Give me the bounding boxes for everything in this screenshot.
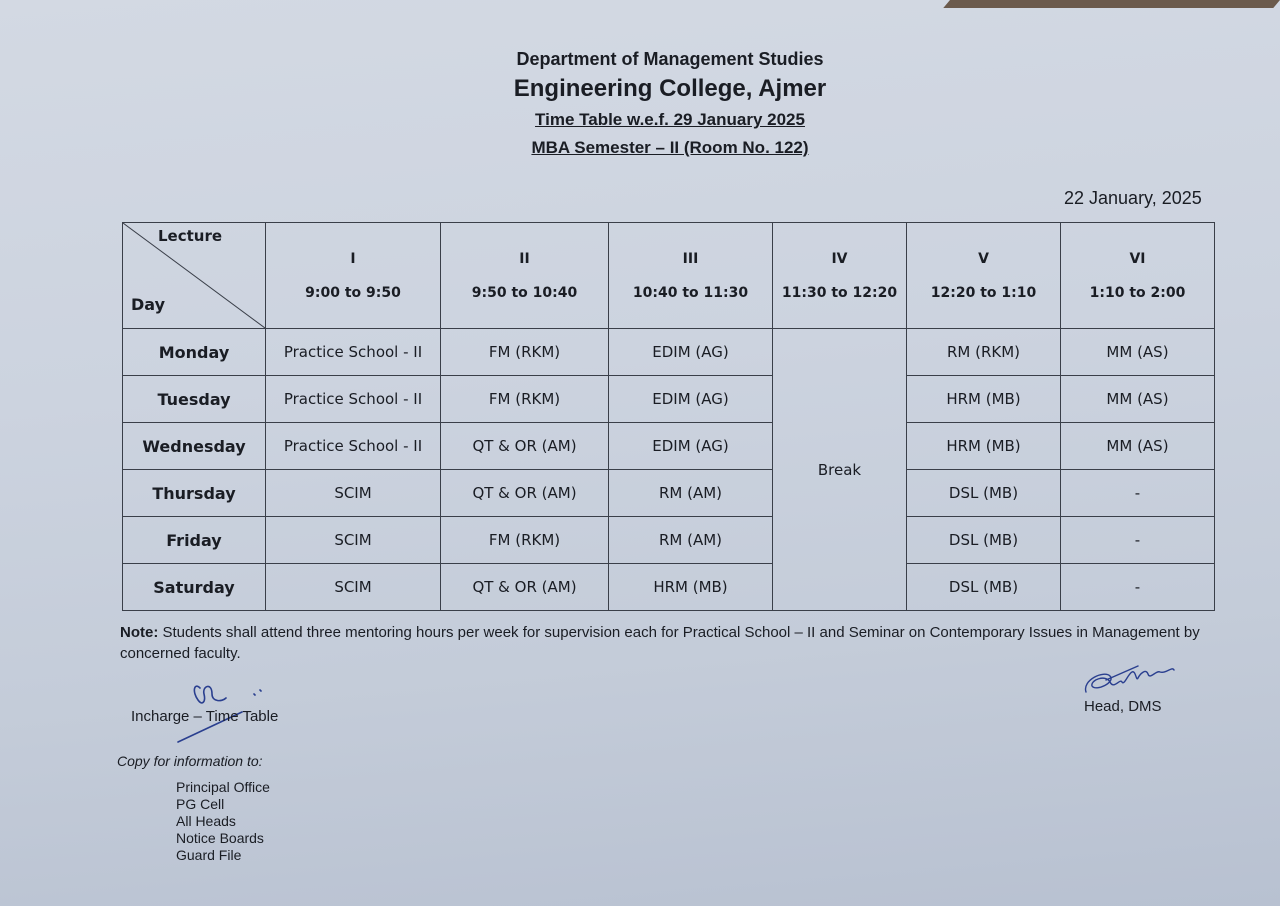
lecture-time: 11:30 to 12:20	[781, 284, 898, 301]
break-cell: Break	[773, 329, 907, 611]
day-cell: Friday	[123, 517, 266, 564]
lecture-cell: Practice School - II	[266, 423, 441, 470]
lecture-cell: QT & OR (AM)	[441, 470, 609, 517]
lecture-time: 1:10 to 2:00	[1089, 284, 1186, 301]
column-header-2	[441, 223, 609, 329]
lecture-time: 12:20 to 1:10	[930, 284, 1037, 301]
lecture-cell: MM (AS)	[1061, 376, 1215, 423]
lecture-cell: EDIM (AG)	[609, 423, 773, 470]
corner-lecture-label: Lecture	[158, 227, 223, 245]
lecture-number: II	[519, 250, 530, 267]
column-header-5	[907, 223, 1061, 329]
header-row	[123, 223, 1215, 329]
copy-heading: Copy for information to:	[117, 753, 263, 769]
lecture-cell: FM (RKM)	[441, 376, 609, 423]
lecture-cell: MM (AS)	[1061, 329, 1215, 376]
head-label: Head, DMS	[1084, 698, 1162, 715]
lecture-time: 9:50 to 10:40	[471, 284, 578, 301]
lecture-number: VI	[1129, 250, 1146, 267]
note-text: Students shall attend three mentoring hours per week for supervision each for Practical School – II and Seminar on Contemporary Issues in Management by concerned faculty.	[120, 624, 1200, 662]
issue-date: 22 January, 2025	[1064, 188, 1202, 208]
college-name: Engineering College, Ajmer	[513, 75, 827, 102]
lecture-cell: QT & OR (AM)	[441, 423, 609, 470]
department-name: Department of Management Studies	[516, 49, 824, 69]
list-item: All Heads	[176, 813, 236, 829]
semester-title: MBA Semester – II (Room No. 122)	[531, 138, 809, 157]
lecture-cell: EDIM (AG)	[609, 329, 773, 376]
lecture-time: 9:00 to 9:50	[305, 284, 401, 301]
note-label: Note:	[120, 624, 159, 641]
table-row	[123, 329, 1215, 376]
column-header-4	[773, 223, 907, 329]
table-row	[123, 517, 1215, 564]
day-cell: Thursday	[123, 470, 266, 517]
lecture-cell: -	[1061, 564, 1215, 611]
lecture-cell: HRM (MB)	[907, 423, 1061, 470]
document-header	[0, 46, 1280, 162]
copy-list	[176, 779, 270, 864]
table-row	[123, 423, 1215, 470]
lecture-number: III	[682, 250, 699, 267]
list-item: Notice Boards	[176, 830, 264, 846]
lecture-cell: HRM (MB)	[907, 376, 1061, 423]
column-header-6	[1061, 223, 1215, 329]
day-cell: Saturday	[123, 564, 266, 611]
lecture-number: IV	[831, 250, 848, 267]
column-header-1	[266, 223, 441, 329]
list-item: Principal Office	[176, 779, 270, 795]
lecture-cell: SCIM	[266, 517, 441, 564]
lecture-cell: DSL (MB)	[907, 470, 1061, 517]
column-header-3	[609, 223, 773, 329]
incharge-label: Incharge – Time Table	[131, 708, 279, 725]
lecture-cell: Practice School - II	[266, 376, 441, 423]
timetable-title: Time Table w.e.f. 29 January 2025	[535, 110, 805, 129]
lecture-number: V	[978, 250, 989, 267]
timetable-table	[122, 222, 1215, 611]
list-item: Guard File	[176, 847, 242, 863]
lecture-time: 10:40 to 11:30	[632, 284, 749, 301]
lecture-number: I	[350, 250, 356, 267]
lecture-cell: Practice School - II	[266, 329, 441, 376]
day-cell: Monday	[123, 329, 266, 376]
list-item: PG Cell	[176, 796, 225, 812]
lecture-cell: SCIM	[266, 564, 441, 611]
table-row	[123, 376, 1215, 423]
lecture-cell: RM (AM)	[609, 470, 773, 517]
lecture-cell: RM (RKM)	[907, 329, 1061, 376]
note-paragraph	[120, 622, 1230, 664]
table-row	[123, 564, 1215, 611]
day-cell: Wednesday	[123, 423, 266, 470]
lecture-cell: DSL (MB)	[907, 517, 1061, 564]
lecture-cell: RM (AM)	[609, 517, 773, 564]
lecture-cell: -	[1061, 517, 1215, 564]
day-cell: Tuesday	[123, 376, 266, 423]
lecture-cell: -	[1061, 470, 1215, 517]
corner-day-label: Day	[131, 295, 166, 314]
lecture-cell: DSL (MB)	[907, 564, 1061, 611]
lecture-cell: SCIM	[266, 470, 441, 517]
lecture-cell: MM (AS)	[1061, 423, 1215, 470]
lecture-cell: EDIM (AG)	[609, 376, 773, 423]
corner-cell	[123, 223, 266, 329]
table-row	[123, 470, 1215, 517]
lecture-cell: QT & OR (AM)	[441, 564, 609, 611]
lecture-cell: HRM (MB)	[609, 564, 773, 611]
lecture-cell: FM (RKM)	[441, 329, 609, 376]
desk-edge	[943, 0, 1280, 8]
lecture-cell: FM (RKM)	[441, 517, 609, 564]
